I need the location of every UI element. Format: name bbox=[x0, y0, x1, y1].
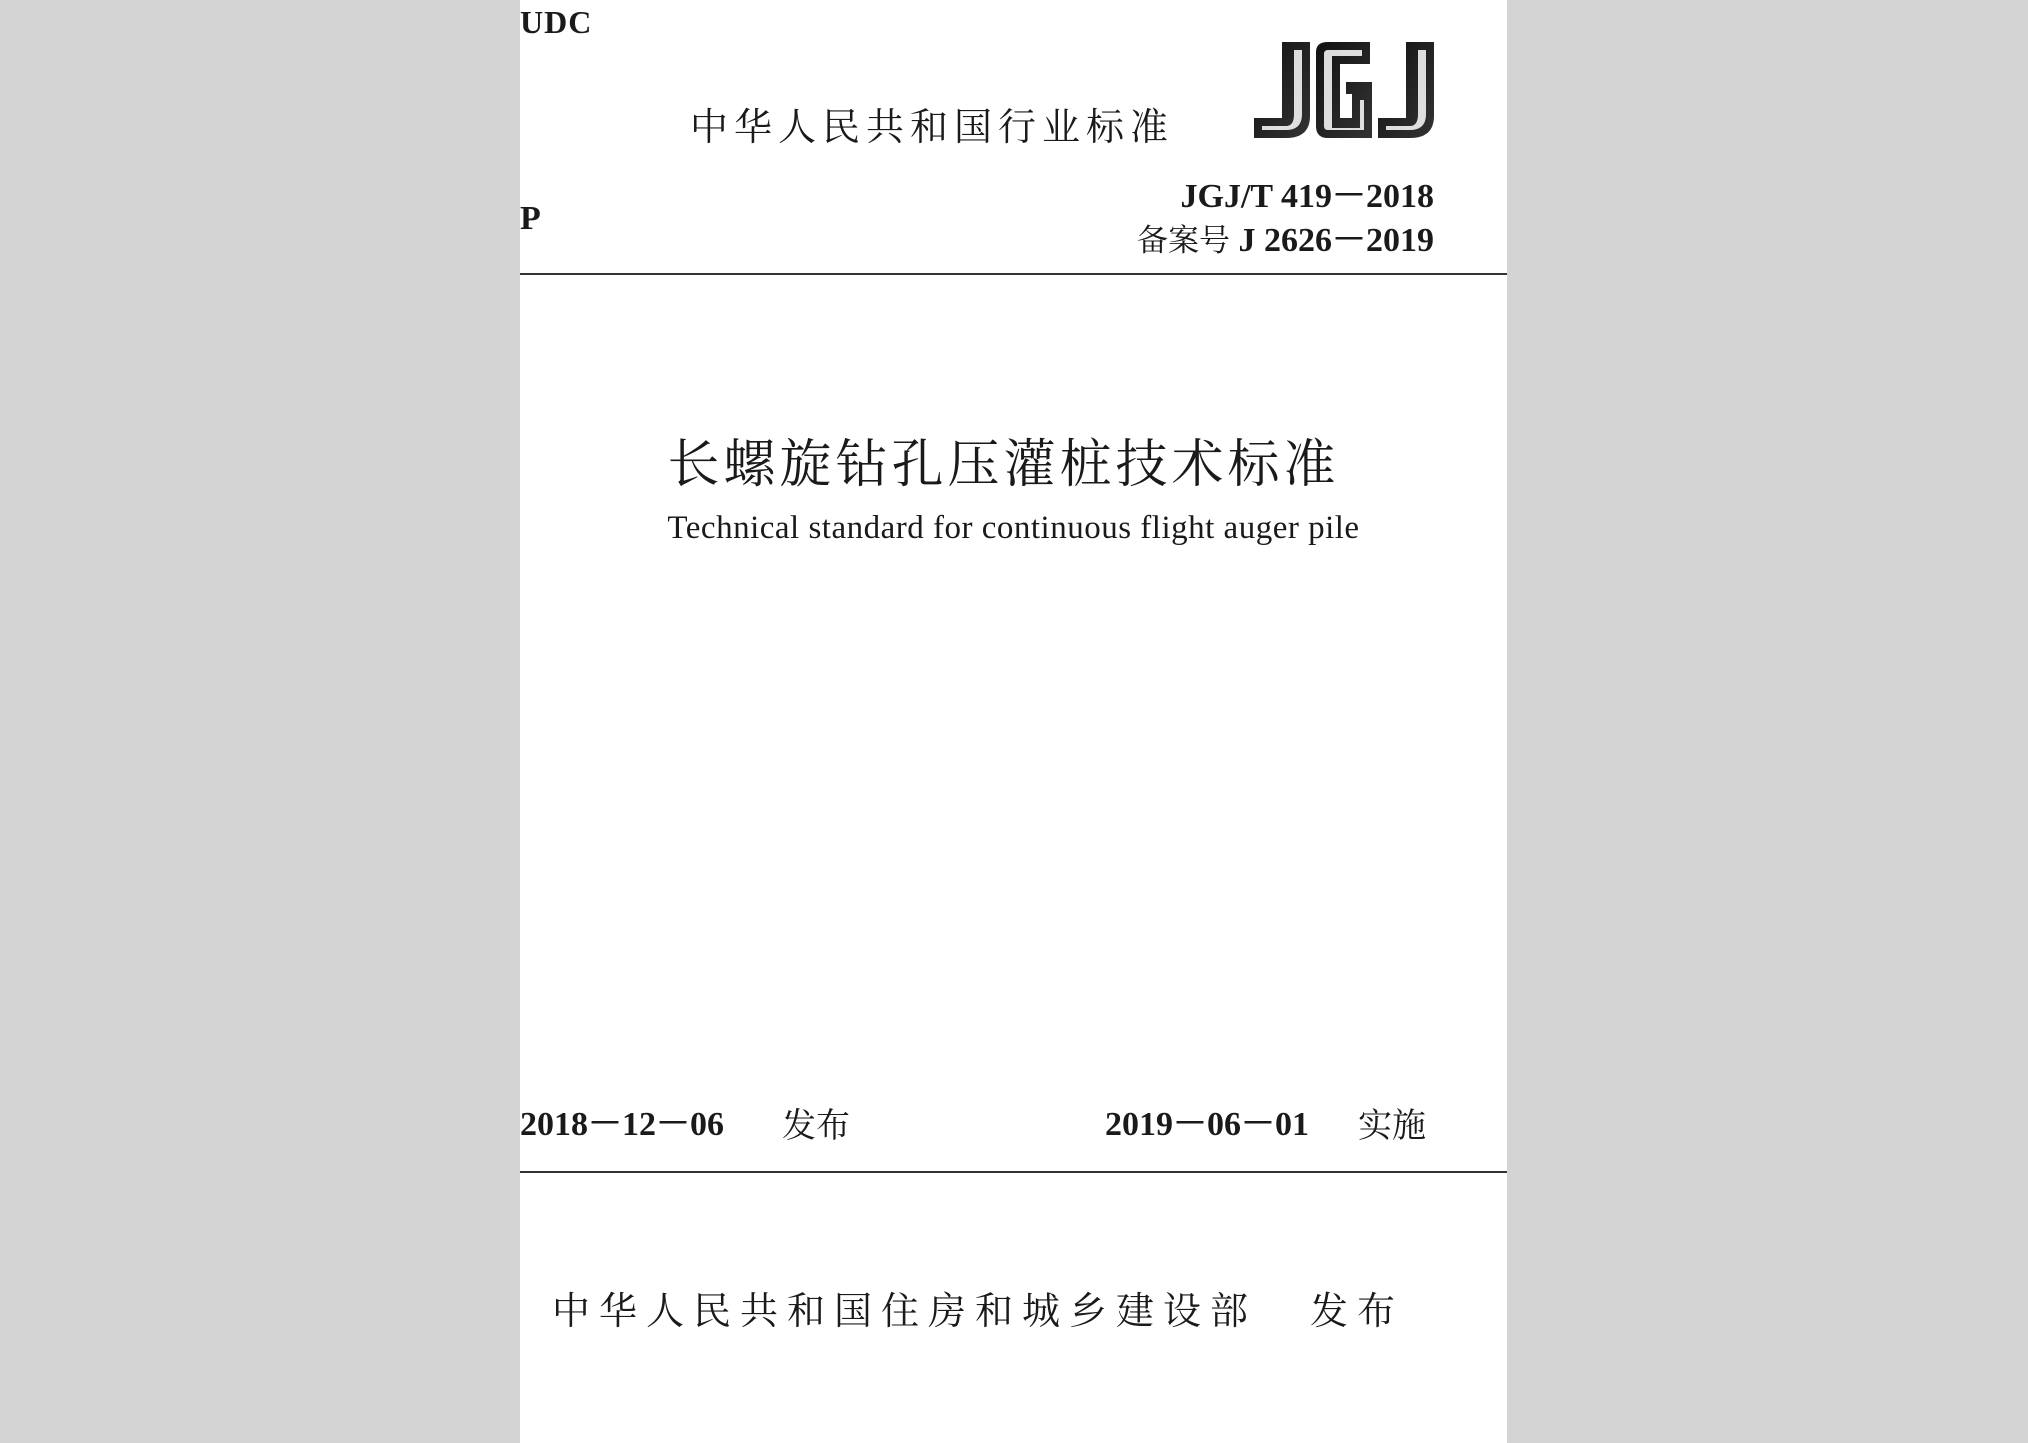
issue-label: 发布 bbox=[782, 1106, 850, 1146]
udc-label: UDC bbox=[520, 4, 593, 40]
title-english: Technical standard for continuous flight auger pile bbox=[667, 510, 1360, 546]
publisher-name: 中华人民共和国住房和城乡建设部 bbox=[552, 1289, 1258, 1333]
document-page bbox=[520, 0, 1507, 1443]
bottom-divider bbox=[520, 1171, 1507, 1173]
issue-date: 2018－12－06 bbox=[520, 1106, 724, 1143]
jgj-logo bbox=[1248, 38, 1438, 146]
publisher-label: 发布 bbox=[1310, 1289, 1405, 1333]
standard-code: JGJ/T 419－2018 bbox=[1180, 178, 1434, 215]
record-number: J 2626－2019 bbox=[1238, 222, 1434, 259]
title-chinese: 长螺旋钻孔压灌桩技术标准 bbox=[667, 435, 1340, 495]
top-divider bbox=[520, 273, 1507, 275]
implement-date: 2019－06－01 bbox=[1105, 1106, 1309, 1143]
implement-label: 实施 bbox=[1358, 1106, 1426, 1146]
record-label: 备案号 bbox=[1137, 223, 1230, 259]
header-title: 中华人民共和国行业标准 bbox=[690, 105, 1175, 149]
classification-label: P bbox=[520, 200, 541, 237]
record-number-line bbox=[1137, 212, 1434, 261]
